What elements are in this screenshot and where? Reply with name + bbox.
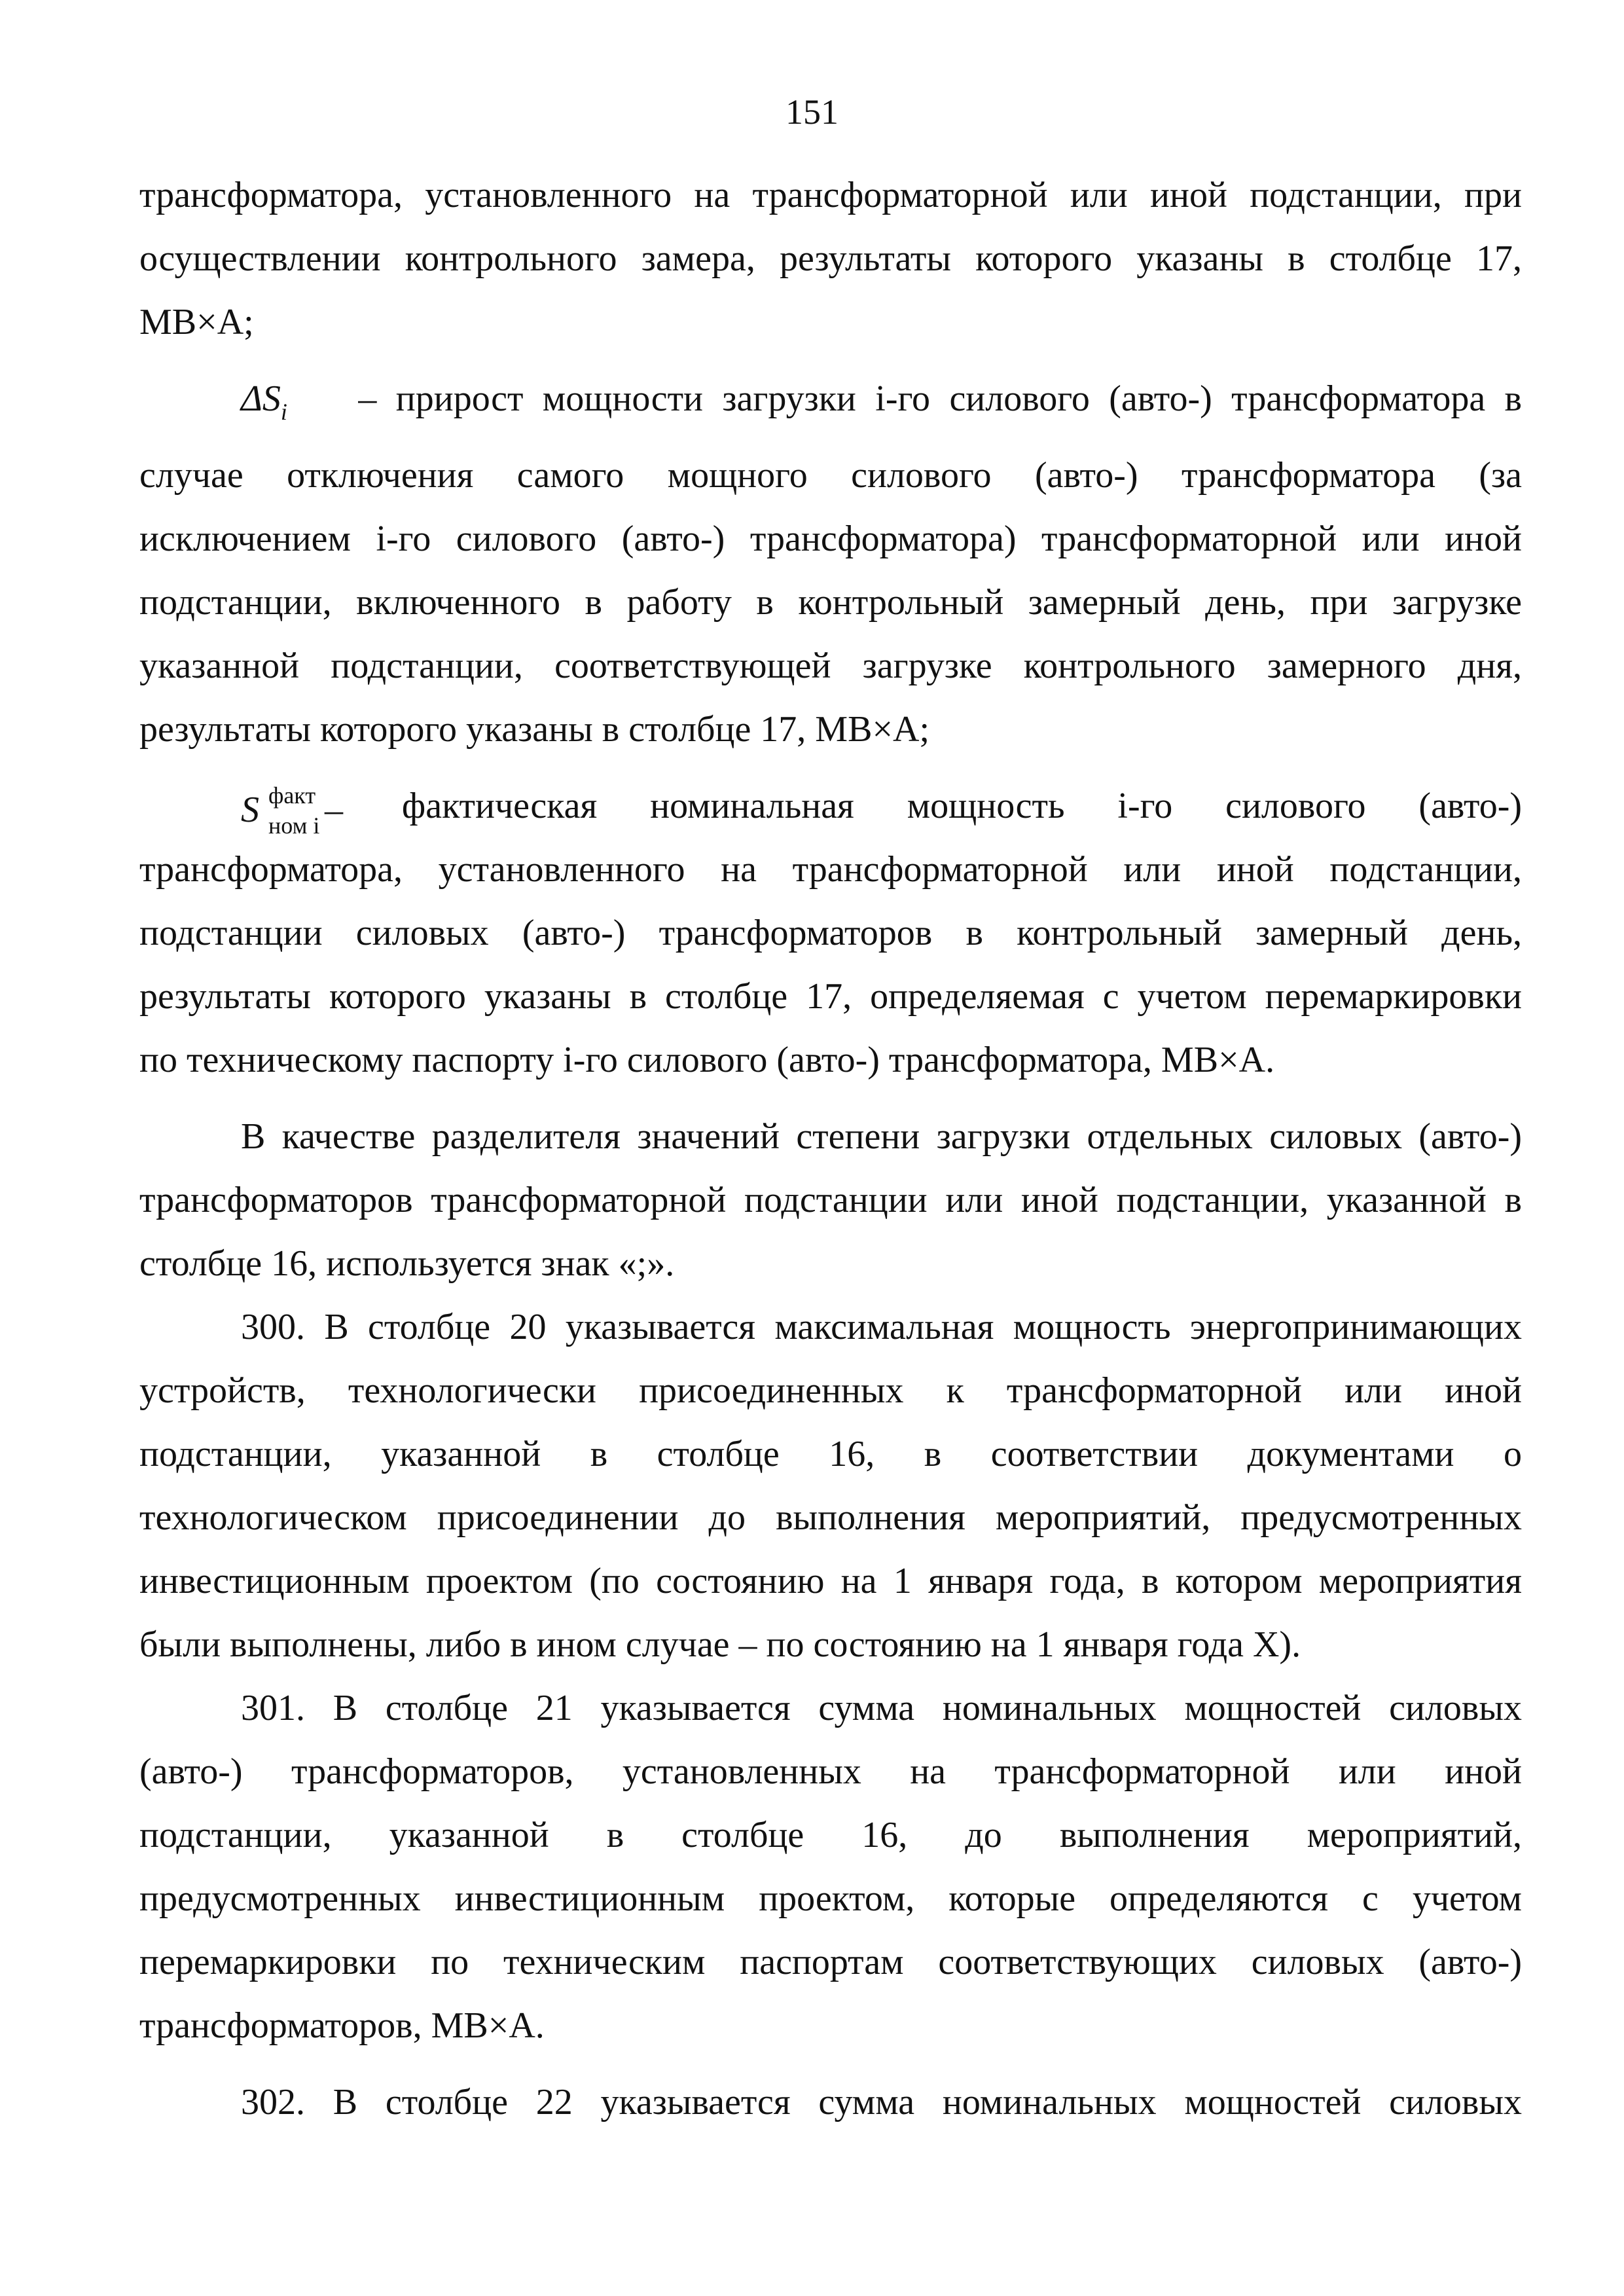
text-line: результаты которого указаны в столбце 17, определяемая с учетом перемаркировки — [139, 976, 1522, 1017]
paragraph-300-line: 300. В столбце 20 указывается максимальная мощность энергопринимающих — [241, 1307, 1522, 1347]
text-line: подстанции силовых (авто-) трансформаторов в контрольный замерный день, — [139, 913, 1522, 953]
body-text — [139, 164, 1522, 2134]
text-line: трансформаторов трансформаторной подстанции или иной подстанции, указанной в — [139, 1180, 1522, 1220]
snom-symbol: S факт ном i – — [241, 782, 343, 839]
snom-definition-line: S факт ном i – фактическая номинальная мощность i-го силового (авто-) — [139, 774, 1522, 838]
text-line: технологическом присоединении до выполнения мероприятий, предусмотренных — [139, 1497, 1522, 1538]
text-line: трансформатора, установленного на трансформаторной или иной подстанции, — [139, 849, 1522, 890]
text-line: трансформаторов, МВ×А. — [139, 2005, 545, 2046]
text-line: инвестиционным проектом (по состоянию на 1 января года, в котором мероприятия — [139, 1561, 1522, 1601]
text-line: столбце 16, используется знак «;». — [139, 1243, 675, 1284]
text-line: результаты которого указаны в столбце 17, МВ×А; — [139, 709, 930, 750]
paragraph-302-line: 302. В столбце 22 указывается сумма номинальных мощностей силовых — [241, 2082, 1522, 2123]
text-line: устройств, технологически присоединенных к трансформаторной или иной — [139, 1370, 1522, 1411]
text-line: случае отключения самого мощного силового (авто-) трансформатора (за — [139, 455, 1522, 496]
delta-s-symbol: $\Delta S_i$ — [241, 378, 287, 425]
text-line: перемаркировки по техническим паспортам соответствующих силовых (авто-) — [139, 1942, 1522, 1982]
delta-definition-line: $\Delta S_i$ – прирост мощности загрузки i-го силового (авто-) трансформатора в — [139, 367, 1522, 431]
text-line: были выполнены, либо в ином случае – по состоянию на 1 января года X). — [139, 1624, 1301, 1665]
text-line: предусмотренных инвестиционным проектом, которые определяются с учетом — [139, 1878, 1522, 1919]
paragraph-301-line: 301. В столбце 21 указывается сумма номинальных мощностей силовых — [241, 1688, 1522, 1728]
text-line: по техническому паспорту i-го силового (авто-) трансформатора, МВ×А. — [139, 1040, 1275, 1080]
text-line: трансформатора, установленного на трансформаторной или иной подстанции, при — [139, 175, 1522, 215]
text-line: В качестве разделителя значений степени загрузки отдельных силовых (авто-) — [241, 1116, 1522, 1157]
text-line: подстанции, включенного в работу в контрольный замерный день, при загрузке — [139, 582, 1522, 623]
text-line: МВ×А; — [139, 302, 254, 342]
text-line: осуществлении контрольного замера, результаты которого указаны в столбце 17, — [139, 238, 1522, 279]
text-line: исключением i-го силового (авто-) трансформатора) трансформаторной или иной — [139, 519, 1522, 559]
text-line: (авто-) трансформаторов, установленных на трансформаторной или иной — [139, 1751, 1522, 1792]
text-line: подстанции, указанной в столбце 16, в соответствии документами о — [139, 1434, 1522, 1474]
text-line: подстанции, указанной в столбце 16, до выполнения мероприятий, — [139, 1815, 1522, 1855]
text-line: указанной подстанции, соответствующей загрузке контрольного замерного дня, — [139, 646, 1522, 686]
page-number: 151 — [785, 92, 839, 132]
